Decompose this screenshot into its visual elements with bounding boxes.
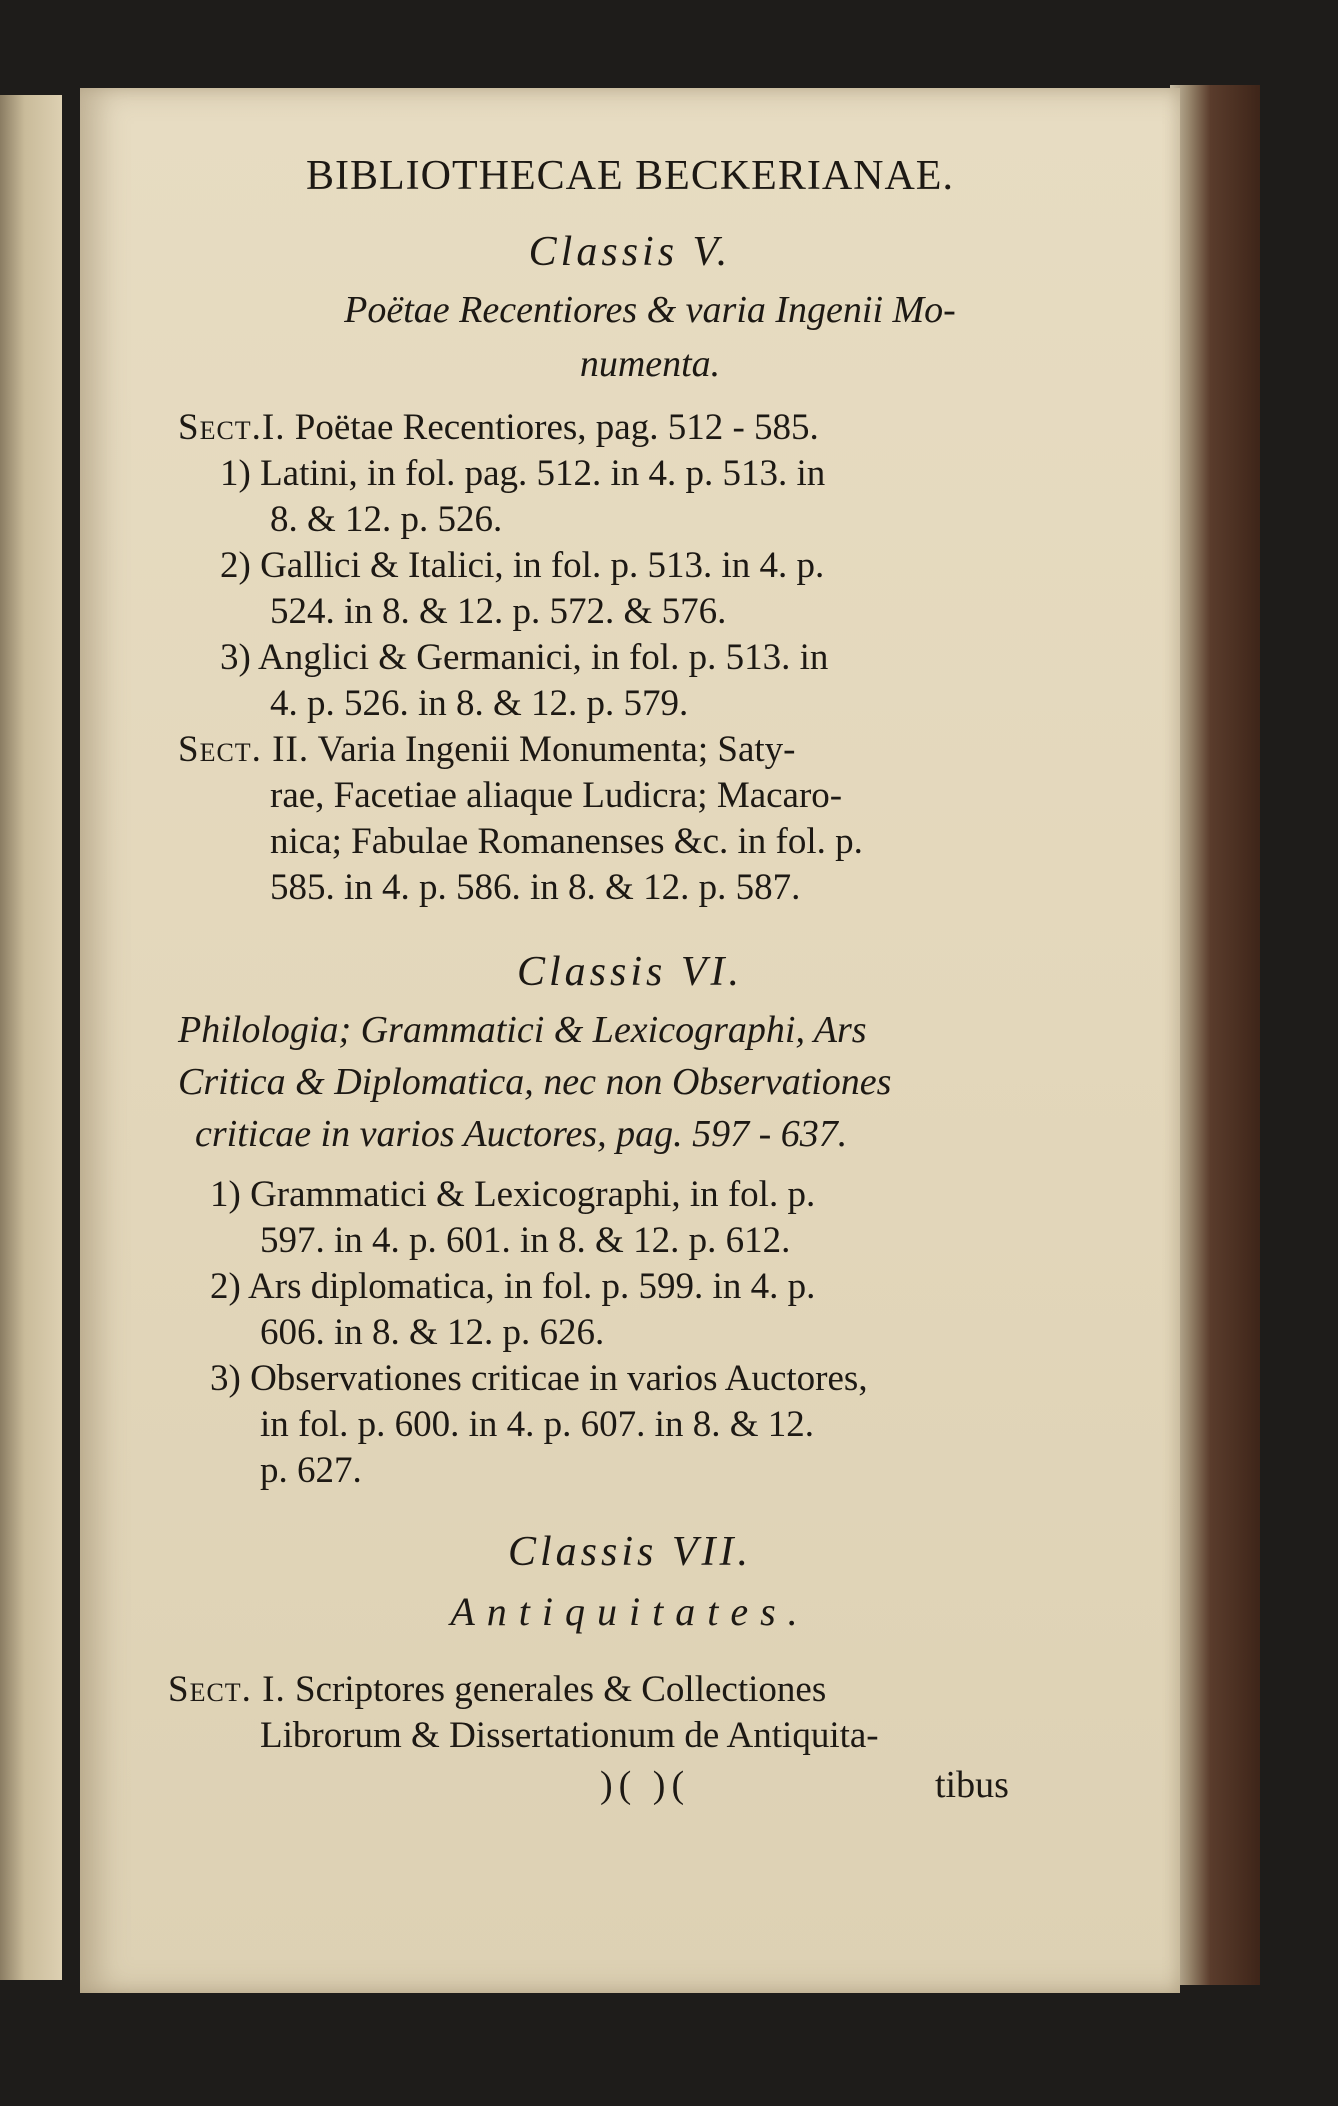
class-6-item-3-line-3: p. 627. — [260, 1450, 362, 1491]
class-5-item-2-line-1 — [220, 544, 824, 588]
item-number: 2) — [220, 545, 251, 586]
class-5-desc-line-2: numenta. — [579, 343, 721, 385]
item-text: Grammatici & Lexicographi, in fol. p. — [250, 1174, 816, 1215]
class-5-section-2-line-3: nica; Fabulae Romanenses &c. in fol. p. — [270, 821, 863, 862]
class-5-section-1 — [178, 406, 819, 450]
class-5-section-2-line-1 — [178, 728, 795, 772]
class-5-item-2-line-2: 524. in 8. & 12. p. 572. & 576. — [270, 591, 727, 632]
class-6-item-1-line-2: 597. in 4. p. 601. in 8. & 12. p. 612. — [260, 1220, 791, 1261]
class-5-section-2-line-2: rae, Facetiae aliaque Ludicra; Macaro- — [270, 775, 843, 816]
section-text: Scriptores generales & Collectiones — [295, 1669, 827, 1710]
class-6-item-2-line-2: 606. in 8. & 12. p. 626. — [260, 1312, 605, 1353]
signature-mark: )( )( — [600, 1764, 691, 1806]
class-6-desc-line-3: criticae in varios Auctores, pag. 597 - 637. — [195, 1113, 848, 1155]
class-5-title: Classis V. — [528, 229, 732, 275]
class-7-section-1-line-1 — [168, 1668, 826, 1712]
section-label: Sect. I. — [168, 1669, 286, 1710]
class-6-item-2-line-1 — [210, 1265, 815, 1309]
class-5-section-2-line-4: 585. in 4. p. 586. in 8. & 12. p. 587. — [270, 867, 801, 908]
facing-page-edge — [0, 95, 62, 1980]
item-text: Gallici & Italici, in fol. p. 513. in 4. p. — [260, 545, 825, 586]
item-text: Ars diplomatica, in fol. p. 599. in 4. p. — [248, 1266, 816, 1307]
section-text: Varia Ingenii Monumenta; Saty- — [317, 729, 796, 770]
class-7-subtitle: Antiquitates. — [450, 1589, 810, 1634]
class-7-section-1-line-2: Librorum & Dissertationum de Antiquita- — [260, 1715, 879, 1756]
item-number: 2) — [210, 1266, 241, 1307]
book-spine-edge — [1170, 85, 1260, 1985]
section-label: Sect. II. — [178, 729, 310, 770]
class-5-item-3-line-2: 4. p. 526. in 8. & 12. p. 579. — [270, 683, 689, 724]
class-6-desc-line-2: Critica & Diplomatica, nec non Observationes — [178, 1061, 892, 1103]
section-label: Sect.I. — [178, 407, 286, 448]
running-head: BIBLIOTHECAE BECKERIANAE. — [306, 153, 954, 199]
item-number: 3) — [210, 1358, 241, 1399]
class-5-item-1-line-1 — [220, 452, 825, 496]
catchword: tibus — [935, 1764, 1009, 1806]
class-5-item-3-line-1 — [220, 636, 828, 680]
class-6-title: Classis VI. — [516, 949, 744, 995]
class-5-item-1-line-2: 8. & 12. p. 526. — [270, 499, 503, 540]
class-6-desc-line-1: Philologia; Grammatici & Lexicographi, Ars — [178, 1009, 867, 1051]
book-page — [80, 88, 1180, 1993]
class-5-description — [170, 283, 1130, 391]
item-number: 3) — [220, 637, 251, 678]
class-6-item-3-line-2: in fol. p. 600. in 4. p. 607. in 8. & 12. — [260, 1404, 814, 1445]
item-text: Anglici & Germanici, in fol. p. 513. in — [258, 637, 829, 678]
section-text: Poëtae Recentiores, pag. 512 - 585. — [294, 407, 819, 448]
class-6-item-3-line-1 — [210, 1357, 868, 1401]
class-5-desc-line-1: Poëtae Recentiores & varia Ingenii Mo- — [344, 289, 956, 331]
item-number: 1) — [220, 453, 251, 494]
class-6-item-1-line-1 — [210, 1173, 815, 1217]
class-7-title: Classis VII. — [507, 1529, 752, 1575]
item-text: Observationes criticae in varios Auctores, — [250, 1358, 868, 1399]
item-number: 1) — [210, 1174, 241, 1215]
item-text: Latini, in fol. pag. 512. in 4. p. 513. in — [260, 453, 826, 494]
